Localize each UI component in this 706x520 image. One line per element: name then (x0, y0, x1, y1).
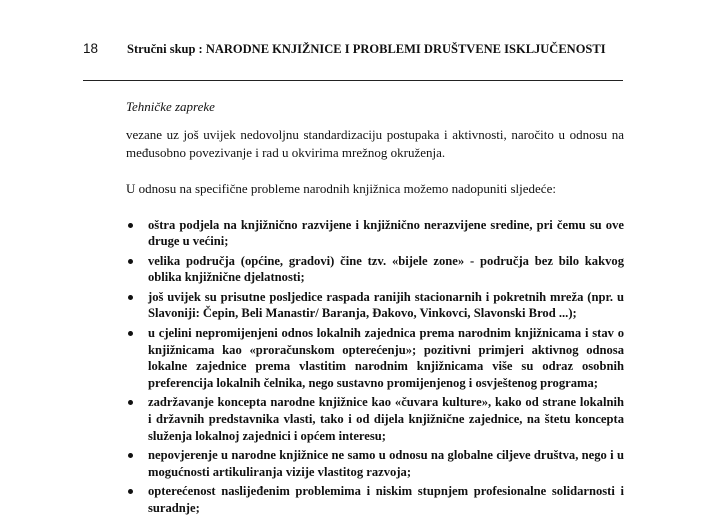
bullet-text: velika područja (općine, gradovi) čine tzv. «bijele zone» - područja bez bilo kakvog oblika knjižnične djelatnosti; (148, 253, 624, 285)
bullet-icon (128, 400, 133, 405)
bullet-icon (128, 489, 133, 494)
bullet-item (126, 394, 624, 444)
bullet-icon (128, 453, 133, 458)
section-title: Tehničke zapreke (126, 99, 215, 114)
bullet-icon (128, 259, 133, 264)
page-number: 18 (83, 41, 99, 56)
bullet-text: oštra podjela na knjižnično razvijene i knjižnično nerazvijene sredine, pri čemu su ove druge u većini; (148, 217, 624, 249)
header-rule (83, 80, 623, 81)
bullet-item (126, 325, 624, 391)
bullet-icon (128, 295, 133, 300)
bullet-icon (128, 223, 133, 228)
bullet-item (126, 289, 624, 322)
bullet-list (126, 217, 624, 517)
bullet-item (126, 483, 624, 516)
intro-paragraph: vezane uz još uvijek nedovoljnu standardizaciju postupaka i aktivnosti, naročito u odnosu na međusobno povezivanje i rad u okvirima mrežnog okruženja. (126, 127, 624, 160)
bullet-item (126, 217, 624, 250)
bullet-text: još uvijek su prisutne posljedice raspada ranijih stacionarnih i pokretnih mreža (npr. u Slavoniji: Čepin, Beli Manastir/ Baranja, Đakovo, Vinkovci, Slavonski Brod ...); (148, 289, 624, 321)
lead-in-paragraph: U odnosu na specifične probleme narodnih knjižnica možemo nadopuniti sljedeće: (126, 181, 556, 196)
bullet-text: zadržavanje koncepta narodne knjižnice kao «čuvara kulture», kako od strane lokalnih i državnih predstavnika vlasti, tako i od dijela knjižnične zajednice, na štetu koncepta služenja lokalnoj zajednici i općem interesu; (148, 395, 624, 443)
page-body (126, 98, 624, 520)
bullet-text: nepovjerenje u narodne knjižnice ne samo u odnosu na globalne ciljeve društva, nego i u mogućnosti artikuliranja vizije vlastitog razvoja; (148, 448, 624, 479)
bullet-icon (128, 331, 133, 336)
bullet-item (126, 253, 624, 286)
bullet-text: u cjelini nepromijenjeni odnos lokalnih zajednica prema narodnim knjižnicama i stav o knjižnicama kao «proračunskom opterećenju»; pozitivni primjeri aktivnog odnosa lokalne zajednice prema vlastitim narodnim knjižnicama više su odraz osobnih preferencija lokalnih čelnika, nego sustavno promijenjenog i osvještenog programa; (148, 326, 624, 390)
running-header-title: Stručni skup : NARODNE KNJIŽNICE I PROBLEMI DRUŠTVENE ISKLJUČENOSTI (127, 42, 606, 56)
bullet-text: opterećenost naslijeđenim problemima i niskim stupnjem profesionalne solidarnosti i suradnje; (148, 484, 624, 515)
bullet-item (126, 447, 624, 480)
